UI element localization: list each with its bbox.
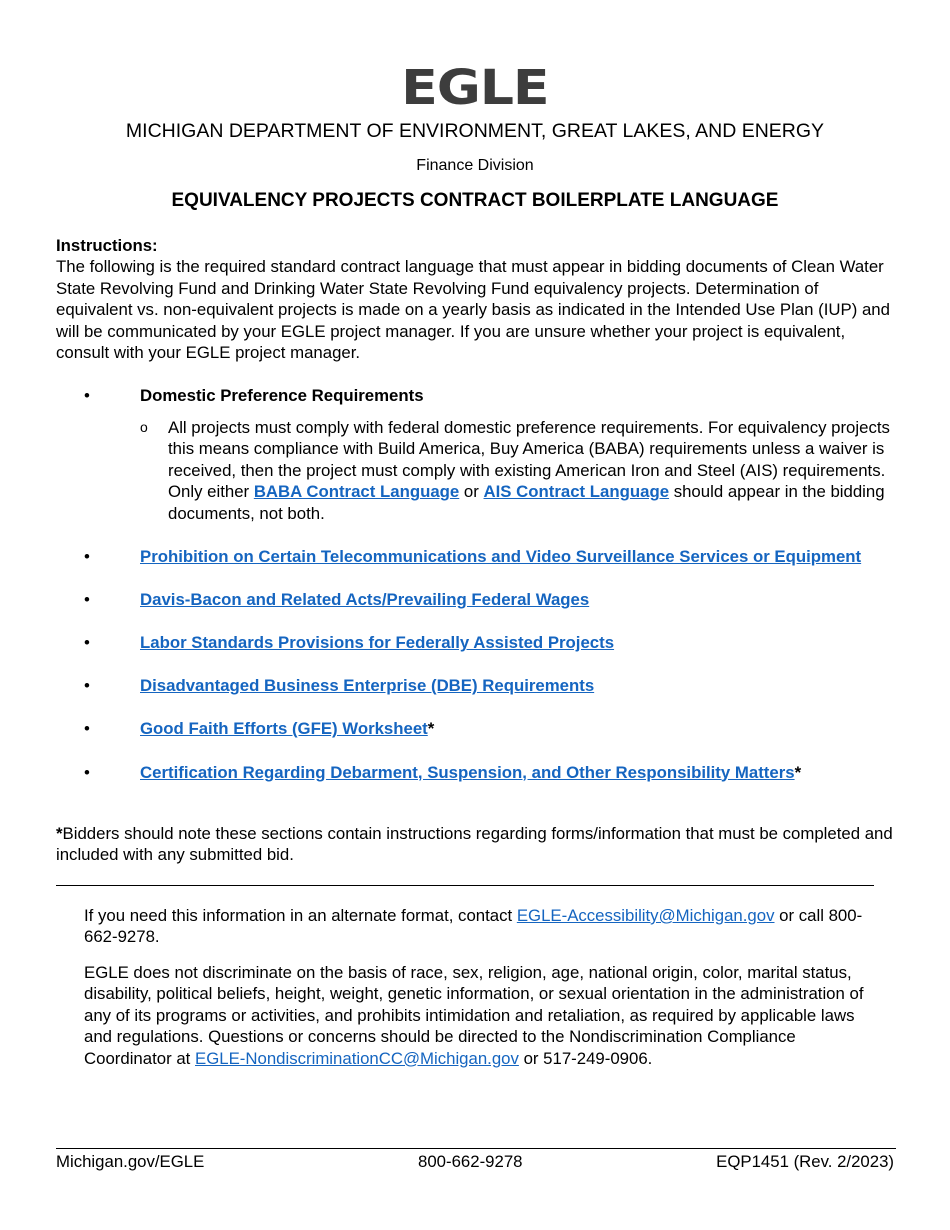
footer-website: Michigan.gov/EGLE bbox=[56, 1152, 205, 1171]
note-text: Bidders should note these sections contain instructions regarding forms/information that must be completed and included with any submitted bid. bbox=[56, 824, 893, 865]
baba-contract-language-link[interactable]: BABA Contract Language bbox=[253, 482, 460, 502]
bullet-icon: • bbox=[84, 590, 90, 610]
division-name: Finance Division bbox=[416, 157, 534, 174]
asterisk-marker: * bbox=[794, 762, 802, 782]
instructions-block bbox=[56, 235, 896, 363]
hollow-bullet-icon: o bbox=[140, 418, 148, 435]
telecom-prohibition-link[interactable]: Prohibition on Certain Telecommunications and Video Surveillance Services or Equipment bbox=[140, 547, 862, 567]
accessibility-notice bbox=[84, 905, 884, 948]
nondiscrimination-notice bbox=[84, 962, 884, 1069]
note-asterisk: * bbox=[56, 824, 63, 843]
list-item-labor-standards bbox=[56, 632, 896, 654]
bullet-icon: • bbox=[84, 386, 90, 405]
list-item-davis-bacon bbox=[56, 589, 896, 611]
ais-contract-language-link[interactable]: AIS Contract Language bbox=[483, 482, 670, 502]
davis-bacon-link[interactable]: Davis-Bacon and Related Acts/Prevailing Federal Wages bbox=[140, 590, 590, 610]
domestic-text-part-3: should appear in the bidding documents, not both. bbox=[168, 482, 885, 523]
bidder-note bbox=[56, 823, 896, 866]
asterisk-marker: * bbox=[427, 719, 435, 739]
gfe-worksheet-link[interactable]: Good Faith Efforts (GFE) Worksheet bbox=[140, 719, 428, 739]
certification-debarment-link[interactable]: Certification Regarding Debarment, Suspension, and Other Responsibility Matters bbox=[140, 762, 795, 782]
list-item-dbe bbox=[56, 675, 896, 697]
document-title: EQUIVALENCY PROJECTS CONTRACT BOILERPLATE LANGUAGE bbox=[171, 190, 779, 211]
bullet-icon: • bbox=[84, 676, 90, 696]
accessibility-text-2: or call 800-662-9278. bbox=[84, 906, 863, 947]
nondiscrimination-text-2: or 517-249-0906. bbox=[518, 1048, 653, 1068]
egle-logo bbox=[0, 60, 950, 116]
list-item-certification bbox=[56, 762, 896, 784]
section-divider bbox=[56, 885, 874, 886]
labor-standards-link[interactable]: Labor Standards Provisions for Federally Assisted Projects bbox=[140, 633, 615, 653]
footer-form-id: EQP1451 (Rev. 2/2023) bbox=[716, 1152, 894, 1171]
list-item-domestic-preference bbox=[56, 385, 896, 525]
domestic-preference-sublist bbox=[140, 417, 896, 525]
domestic-text-part-2: or bbox=[459, 482, 484, 502]
footer-divider bbox=[56, 1148, 896, 1149]
bullet-icon: • bbox=[84, 547, 90, 567]
requirements-list bbox=[56, 385, 896, 805]
list-item-gfe bbox=[56, 718, 896, 740]
bullet-icon: • bbox=[84, 633, 90, 653]
accessibility-text-1: If you need this information in an alternate format, contact bbox=[84, 906, 517, 925]
list-item-telecom bbox=[56, 546, 896, 568]
bullet-icon: • bbox=[84, 719, 90, 739]
accessibility-email-link[interactable]: EGLE-Accessibility@Michigan.gov bbox=[516, 906, 775, 925]
footer-phone: 800-662-9278 bbox=[418, 1152, 523, 1171]
bullet-icon: • bbox=[84, 762, 90, 782]
logo-wordmark: EGLE bbox=[401, 60, 549, 116]
dbe-requirements-link[interactable]: Disadvantaged Business Enterprise (DBE) Requirements bbox=[140, 676, 595, 696]
domestic-preference-heading: Domestic Preference Requirements bbox=[140, 386, 424, 405]
nondiscrimination-text-1: EGLE does not discriminate on the basis of race, sex, religion, age, national origin, color, marital status, disability, political beliefs, height, weight, genetic information, or sexual orientation in the administration of any of its programs or activities, and prohibits intimidation and retaliation, as required by applicable laws and regulations. Questions or concerns should be directed to the Nondiscrimination Compliance Coordinator at bbox=[84, 963, 864, 1068]
sublist-item bbox=[140, 417, 896, 525]
nondiscrimination-email-link[interactable]: EGLE-NondiscriminationCC@Michigan.gov bbox=[195, 1048, 519, 1068]
instructions-heading: Instructions: bbox=[56, 236, 158, 255]
domestic-text-part-1: All projects must comply with federal domestic preference requirements. For equivalency projects this means compliance with Build America, Buy America (BABA) requirements unless a waiver is received, then the project must comply with existing American Iron and Steel (AIS) requirements. Only either bbox=[168, 417, 890, 502]
department-name: MICHIGAN DEPARTMENT OF ENVIRONMENT, GREAT LAKES, AND ENERGY bbox=[125, 120, 825, 142]
instructions-text: The following is the required standard contract language that must appear in bidding documents of Clean Water State Revolving Fund and Drinking Water State Revolving Fund equivalency projects. Determination of equivalent vs. non-equivalent projects is made on a yearly basis as indicated in the Intended Use Plan (IUP) and will be communicated by your EGLE project manager. If you are unsure whether your project is equivalent, consult with your EGLE project manager. bbox=[56, 257, 890, 363]
